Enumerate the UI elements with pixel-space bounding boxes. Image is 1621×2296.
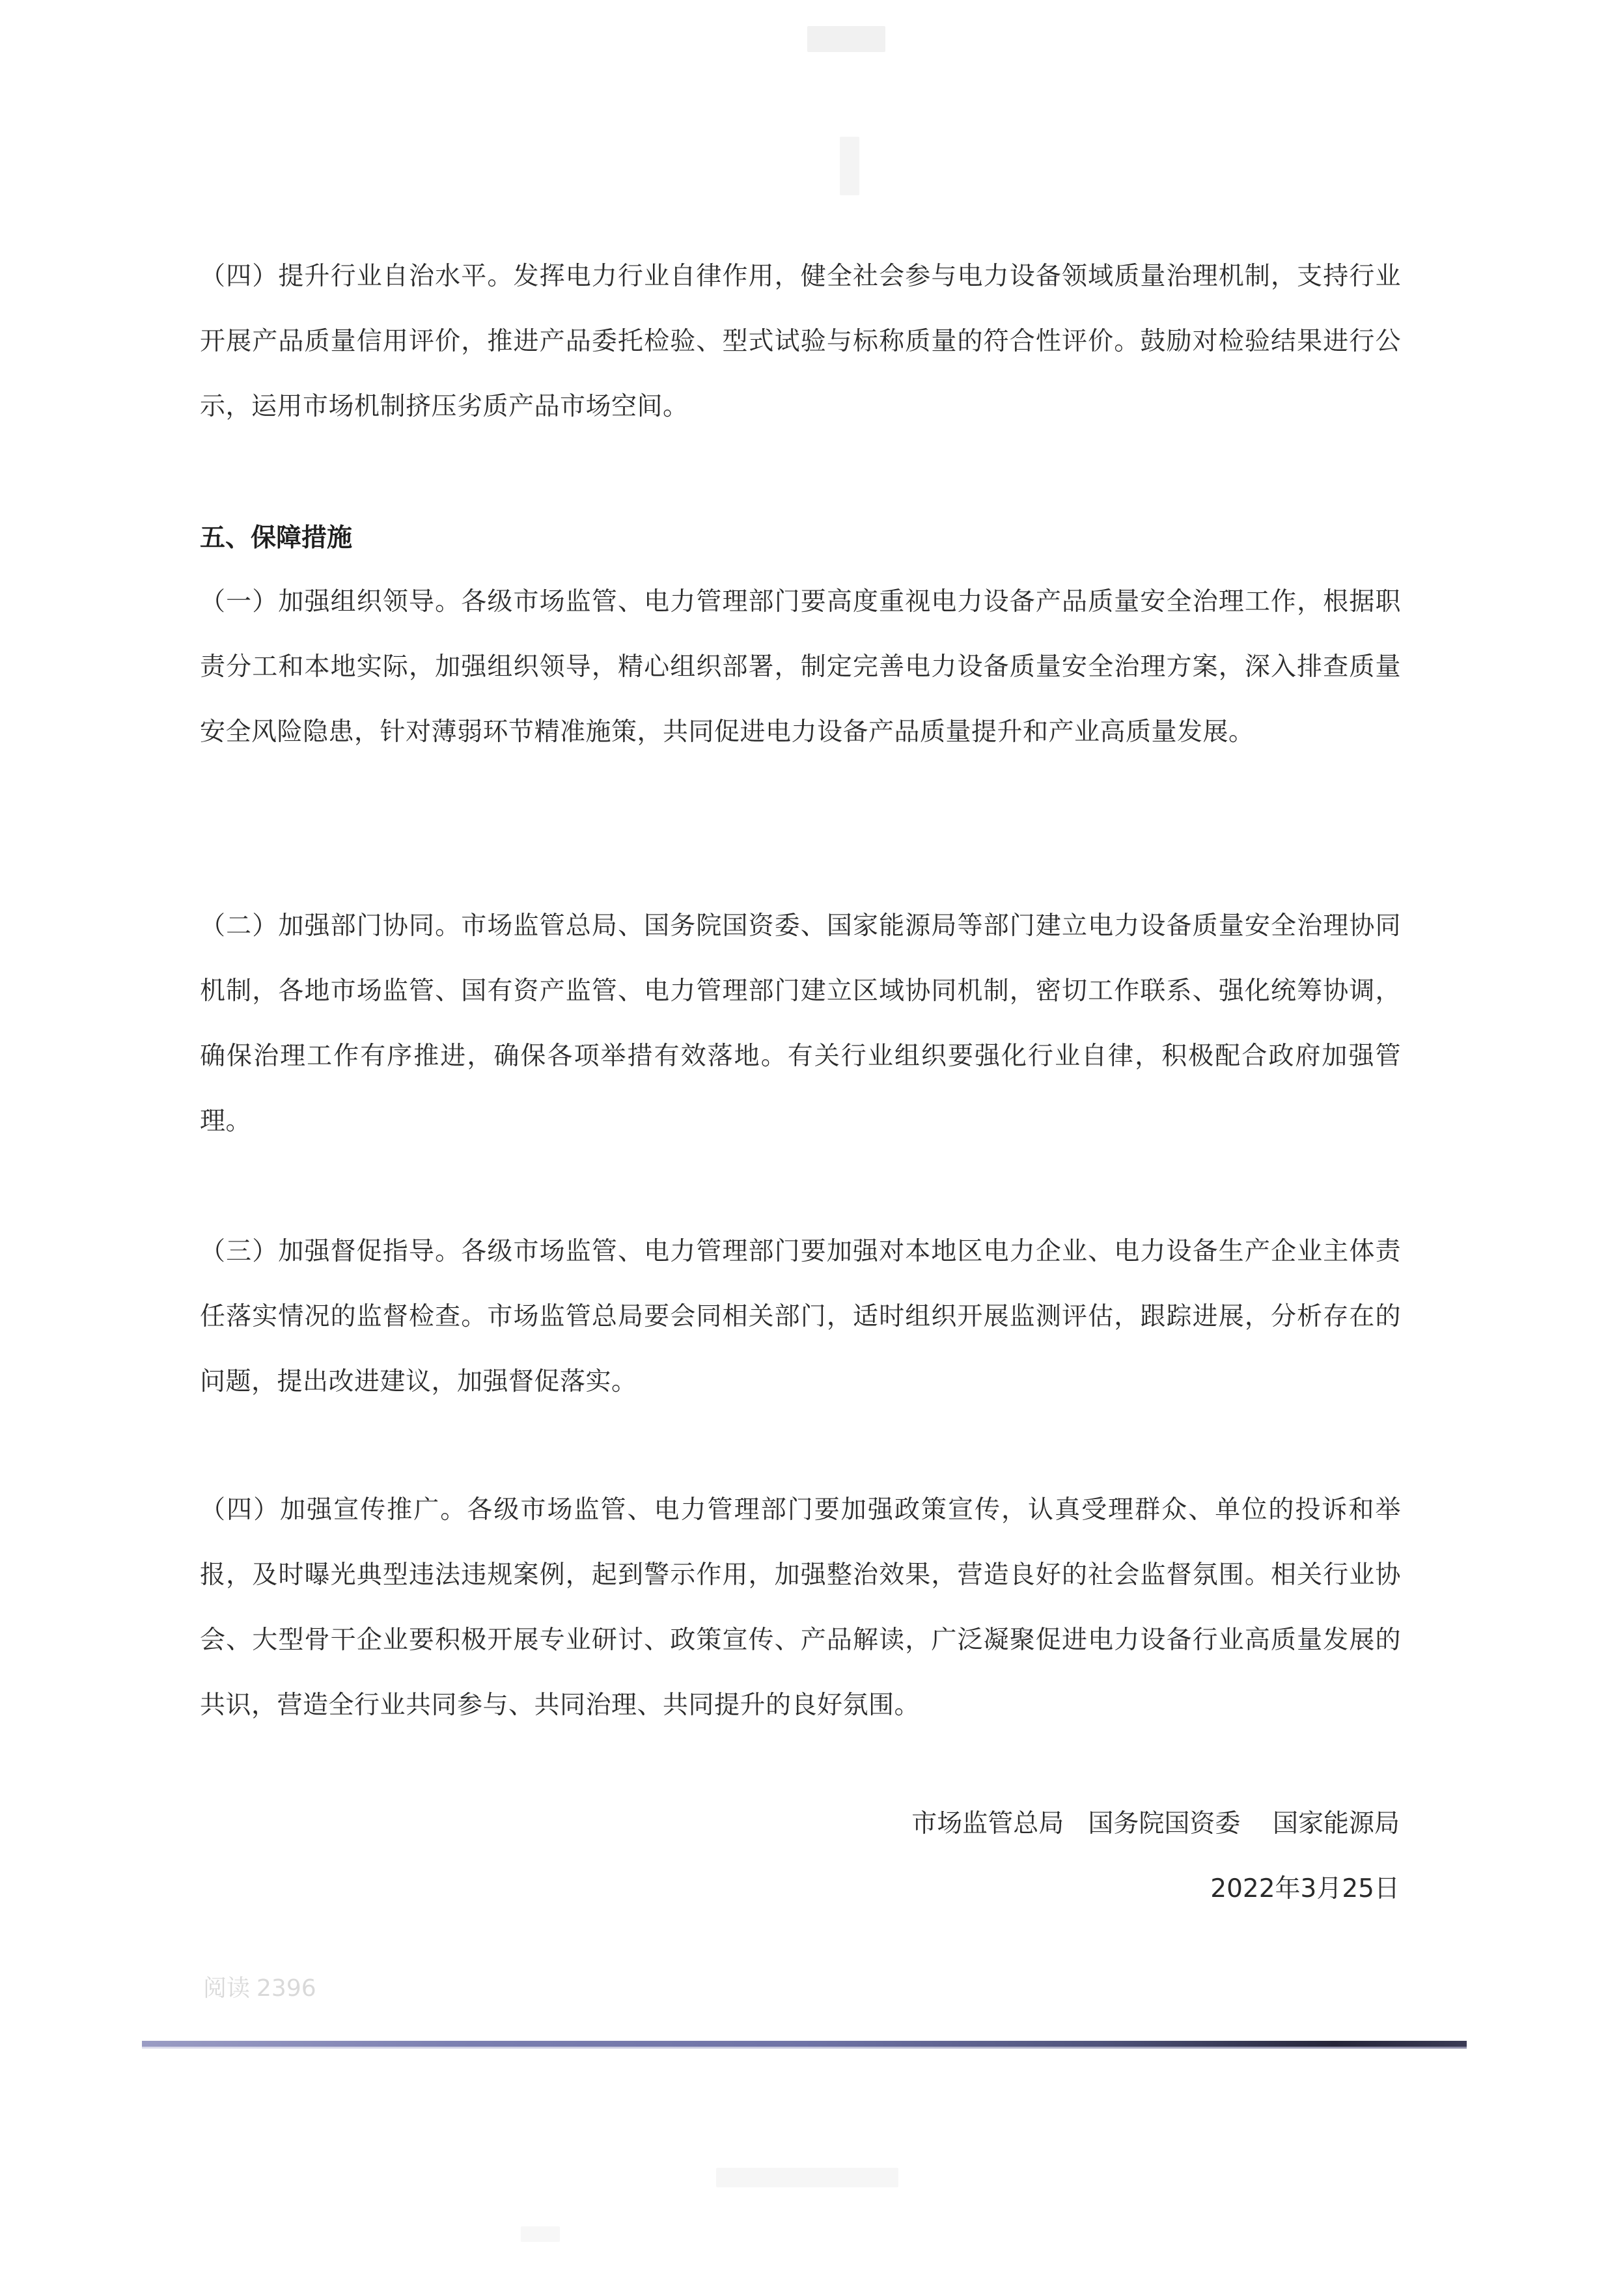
scan-speck <box>716 2168 898 2187</box>
paragraph-strengthen-leadership: （一）加强组织领导。各级市场监管、电力管理部门要高度重视电力设备产品质量安全治理工作，根据职责分工和本地实际，加强组织领导，精心组织部署，制定完善电力设备质量安全治理方案，深入排查质量安全风险隐患，针对薄弱环节精准施策，共同促进电力设备产品质量提升和产业高质量发展。 <box>200 587 1401 747</box>
scan-speck <box>521 2226 560 2242</box>
section-heading-safeguards: 五、保障措施 <box>200 523 353 553</box>
page-divider <box>142 2041 1467 2047</box>
paragraph-improve-industry-self-governance: （四）提升行业自治水平。发挥电力行业自律作用，健全社会参与电力设备领域质量治理机制，支持行业开展产品质量信用评价，推进产品委托检验、型式试验与标称质量的符合性评价。鼓励对检验结果进行公示，运用市场机制挤压劣质产品市场空间。 <box>200 262 1401 421</box>
paragraph-strengthen-publicity: （四）加强宣传推广。各级市场监管、电力管理部门要加强政策宣传，认真受理群众、单位的投诉和举报，及时曝光典型违法违规案例，起到警示作用，加强整治效果，营造良好的社会监督氛围。相关行业协会、大型骨干企业要积极开展专业研讨、政策宣传、产品解读，广泛凝聚促进电力设备行业高质量发展的共识，营造全行业共同参与、共同治理、共同提升的良好氛围。 <box>200 1495 1401 1720</box>
issuing-authorities: 市场监管总局 国务院国资委 国家能源局 <box>911 1809 1400 1838</box>
read-count-label: 阅读 <box>203 1975 251 2002</box>
read-count <box>203 1972 316 2005</box>
issue-date: 2022年3月25日 <box>1210 1874 1400 1903</box>
page-divider-shadow <box>142 2047 1467 2049</box>
paragraph-strengthen-coordination: （二）加强部门协同。市场监管总局、国务院国资委、国家能源局等部门建立电力设备质量安全治理协同机制，各地市场监管、国有资产监管、电力管理部门建立区域协同机制，密切工作联系、强化统筹协调，确保治理工作有序推进，确保各项举措有效落地。有关行业组织要强化行业自律，积极配合政府加强管理。 <box>200 911 1401 1136</box>
scan-speck <box>807 26 885 52</box>
read-count-value: 2396 <box>256 1975 316 2002</box>
paragraph-strengthen-supervision: （三）加强督促指导。各级市场监管、电力管理部门要加强对本地区电力企业、电力设备生产企业主体责任落实情况的监督检查。市场监管总局要会同相关部门，适时组织开展监测评估，跟踪进展，分析存在的问题，提出改进建议，加强督促落实。 <box>200 1237 1401 1396</box>
scan-speck <box>840 137 859 195</box>
